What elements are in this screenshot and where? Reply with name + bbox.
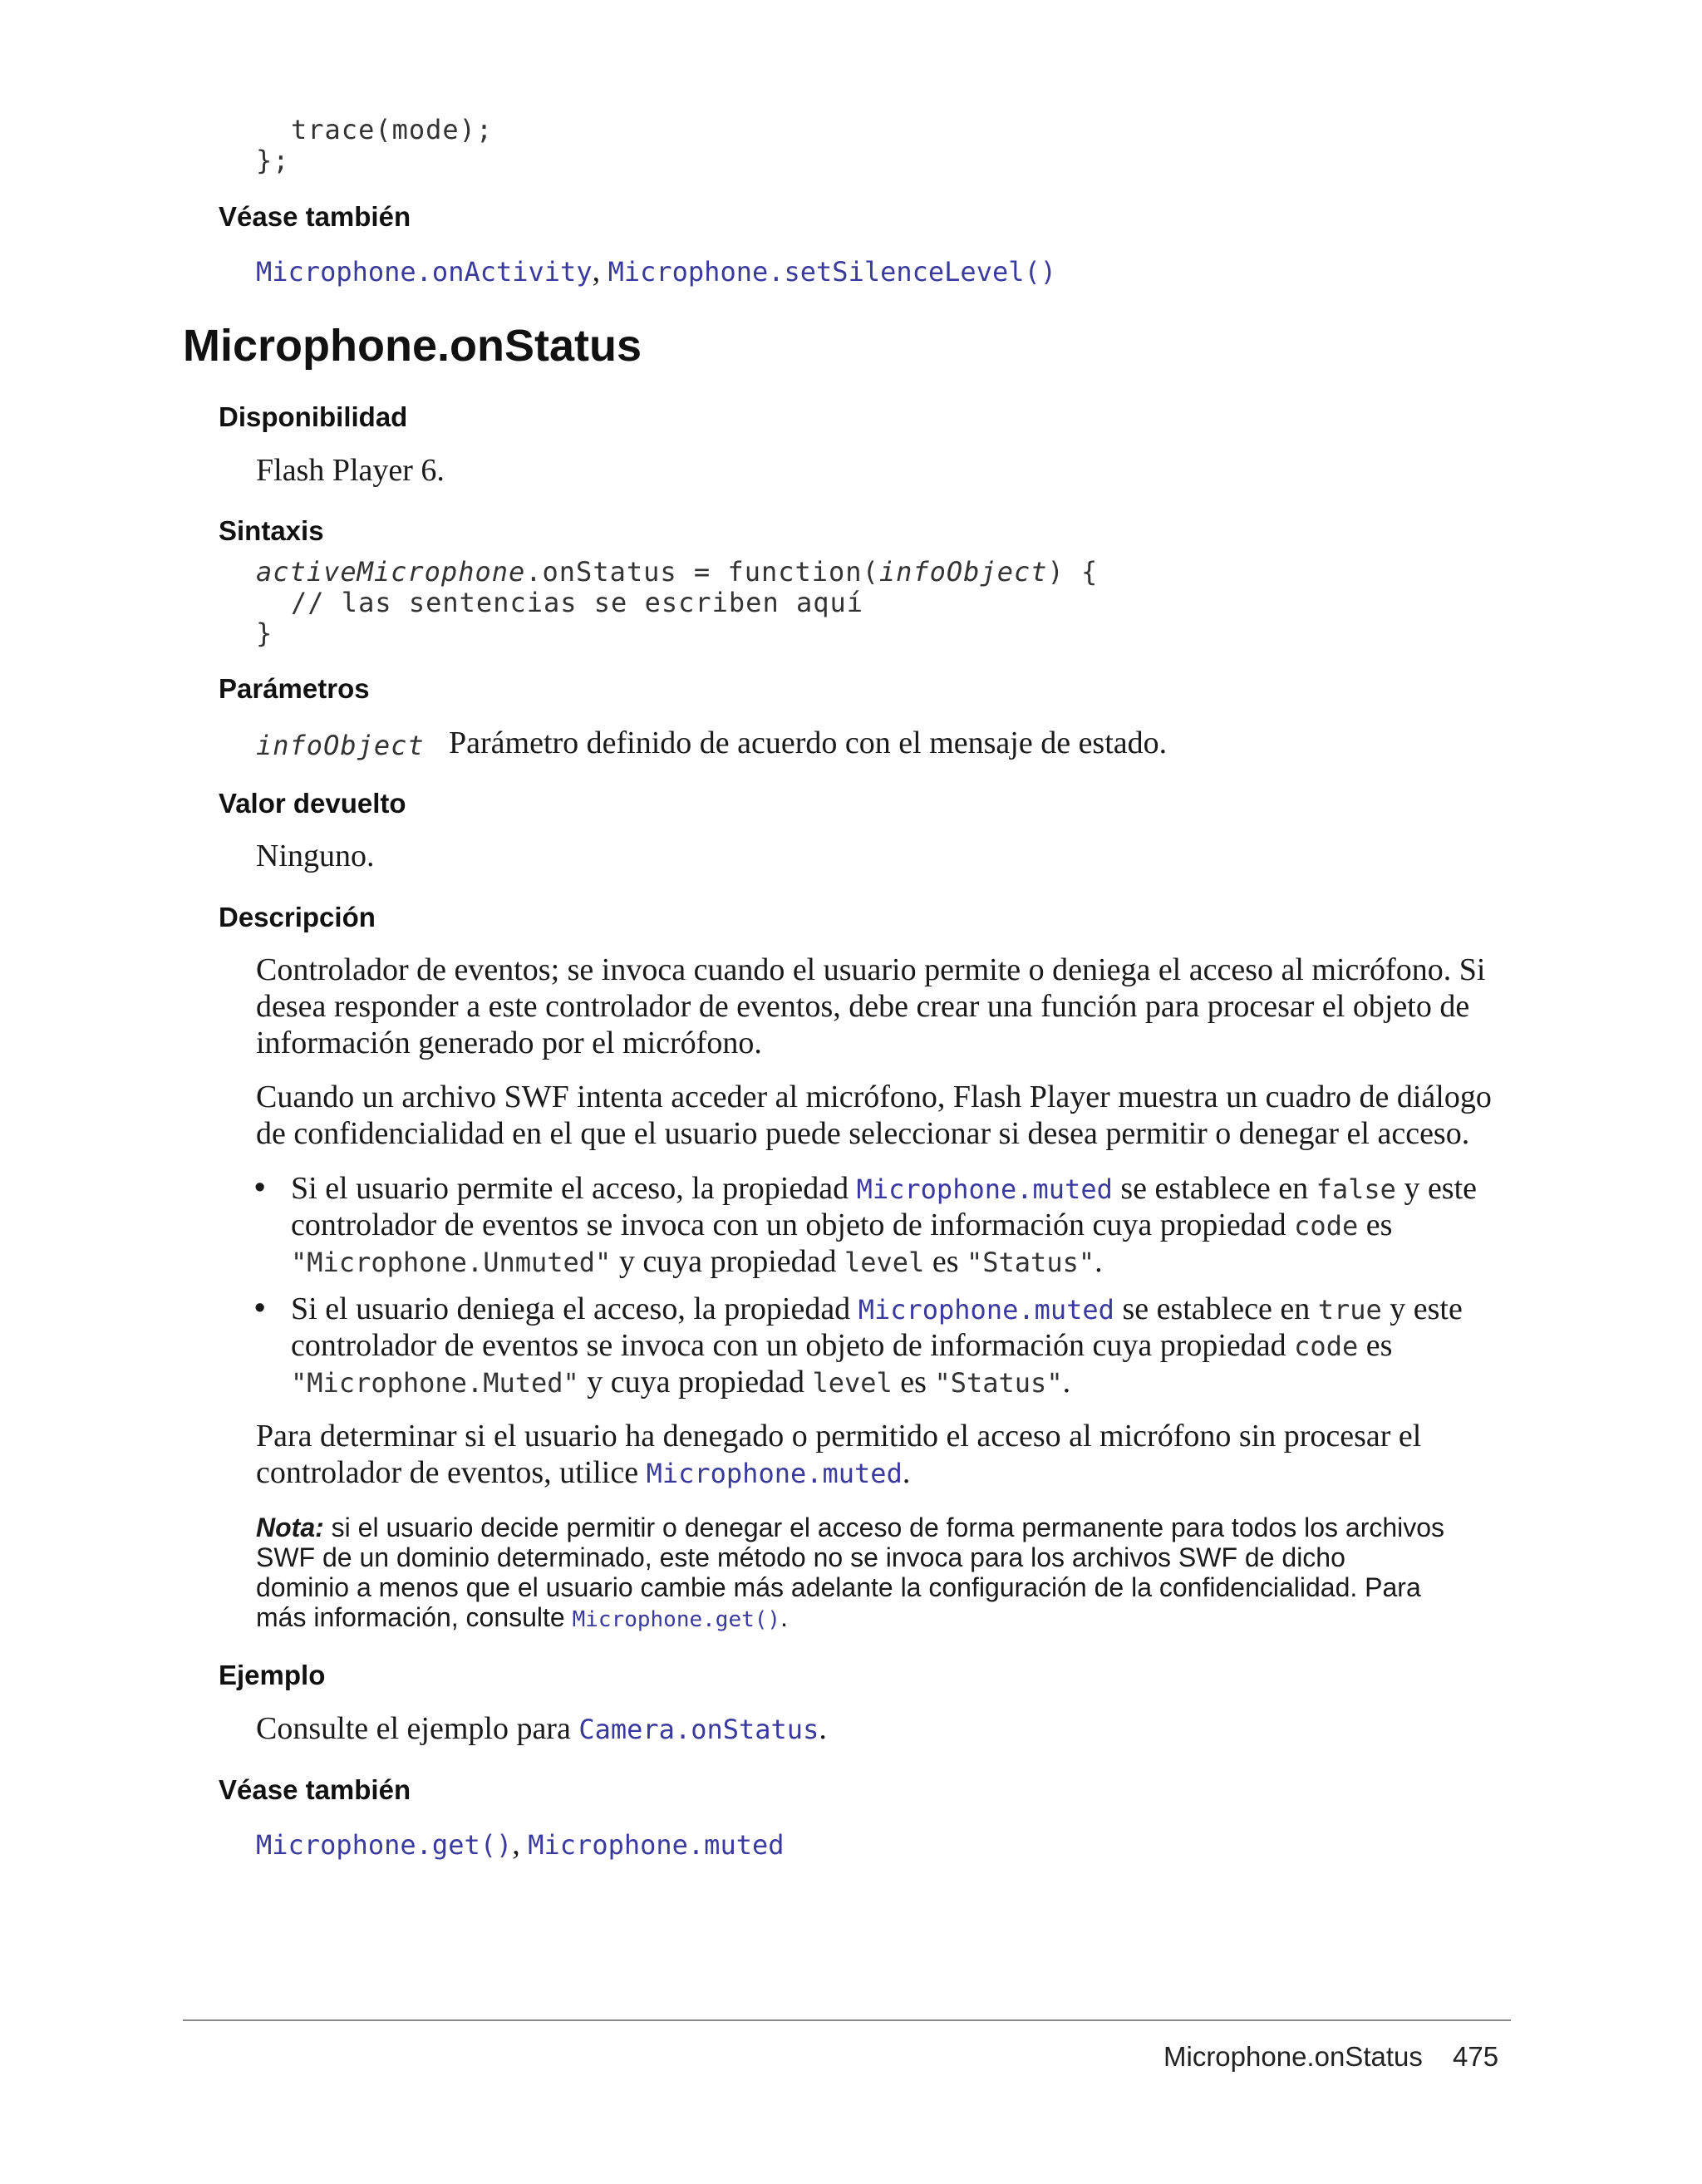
code-unmuted: "Microphone.Unmuted" — [291, 1247, 612, 1278]
returns-text: Ninguno. — [256, 839, 375, 873]
example-text — [256, 1710, 827, 1748]
code-status: "Status" — [934, 1367, 1063, 1399]
bullet-marker: • — [254, 1170, 266, 1205]
bullet1-line2 — [291, 1207, 1392, 1244]
text: . — [1062, 1365, 1071, 1399]
bullet2-line1 — [291, 1291, 1463, 1328]
text: . — [902, 1455, 911, 1490]
footer-divider — [183, 2019, 1511, 2021]
syntax-line-3: } — [256, 617, 273, 649]
text: y cuya propiedad — [611, 1244, 844, 1279]
text: y este — [1395, 1171, 1478, 1206]
text: Si el usuario permite el acceso, la propiedad — [291, 1171, 857, 1206]
description-p1-line1: Controlador de eventos; se invoca cuando el usuario permite o deniega el acceso al micrófono. Si — [256, 952, 1486, 987]
text: es — [924, 1244, 967, 1279]
bullet1-line1 — [291, 1170, 1477, 1208]
code-line-close: }; — [256, 145, 290, 176]
description-p2-line2: de confidencialidad en el que el usuario puede seleccionar si desea permitir o denegar el acceso. — [256, 1116, 1470, 1151]
code-muted: "Microphone.Muted" — [291, 1367, 579, 1399]
code-true: true — [1317, 1294, 1382, 1326]
bullet2-line3 — [291, 1364, 1070, 1401]
code-level: level — [844, 1247, 925, 1278]
syntax-object: activeMicrophone — [256, 556, 526, 588]
text: Si el usuario deniega el acceso, la propiedad — [291, 1291, 858, 1326]
description-heading: Descripción — [219, 902, 376, 932]
page-number: 475 — [1453, 2041, 1499, 2072]
text: . — [819, 1711, 827, 1746]
bullet1-line3 — [291, 1243, 1103, 1281]
link-microphone-muted[interactable]: Microphone.muted — [646, 1458, 903, 1489]
text: controlador de eventos se invoca con un objeto de información cuya propiedad — [291, 1328, 1295, 1363]
description-p3-line2 — [256, 1454, 910, 1492]
parameters-heading: Parámetros — [219, 673, 370, 704]
see-also-links — [256, 1826, 785, 1863]
note-label: Nota: — [256, 1513, 324, 1542]
bullet2-line2 — [291, 1327, 1392, 1365]
description-p2-line1: Cuando un archivo SWF intenta acceder al micrófono, Flash Player muestra un cuadro de diálogo — [256, 1080, 1492, 1114]
text: Consulte el ejemplo para — [256, 1711, 579, 1746]
description-p1-line2: desea responder a este controlador de eventos, debe crear una función para procesar el objeto de — [256, 989, 1470, 1024]
text: . — [780, 1602, 788, 1632]
link-microphone-muted[interactable]: Microphone.muted — [856, 1173, 1113, 1205]
text: se establece en — [1112, 1171, 1316, 1206]
text: es — [1358, 1328, 1393, 1363]
text: si el usuario decide permitir o denegar el acceso de forma permanente para todos los archivos — [323, 1513, 1445, 1542]
separator: , — [512, 1827, 529, 1862]
parameter-description: Parámetro definido de acuerdo con el mensaje de estado. — [449, 726, 1168, 760]
syntax-line-1 — [256, 556, 1098, 588]
syntax-param: infoObject — [878, 556, 1048, 588]
see-also-links — [256, 253, 1056, 290]
bullet-marker: • — [254, 1291, 266, 1326]
description-p3-line1: Para determinar si el usuario ha denegado o permitido el acceso al micrófono sin procesar el — [256, 1419, 1422, 1454]
text: es — [1358, 1208, 1393, 1242]
code-line-trace: trace(mode); — [291, 114, 494, 145]
syntax-end: ) { — [1047, 556, 1099, 588]
text: y cuya propiedad — [578, 1365, 813, 1399]
syntax-line-2: // las sentencias se escriben aquí — [291, 587, 864, 618]
availability-heading: Disponibilidad — [219, 401, 408, 432]
note-line3: dominio a menos que el usuario cambie más adelante la configuración de la confidencialidad. Para — [256, 1572, 1421, 1602]
text: se establece en — [1114, 1291, 1318, 1326]
text: más información, consulte — [256, 1602, 573, 1632]
link-microphone-muted[interactable]: Microphone.muted — [528, 1829, 785, 1861]
note-line4 — [256, 1602, 788, 1635]
page-title: Microphone.onStatus — [183, 321, 642, 371]
see-also-heading: Véase también — [219, 1774, 411, 1805]
syntax-mid: .onStatus = function( — [525, 556, 879, 588]
description-p1-line3: información generado por el micrófono. — [256, 1026, 762, 1060]
code-level: level — [812, 1367, 893, 1399]
code-code: code — [1294, 1210, 1359, 1242]
text: controlador de eventos, utilice — [256, 1455, 647, 1490]
link-microphone-get[interactable]: Microphone.get() — [572, 1607, 781, 1632]
example-heading: Ejemplo — [219, 1660, 326, 1690]
note-line1 — [256, 1513, 1444, 1542]
link-microphone-get[interactable]: Microphone.get() — [256, 1829, 513, 1861]
separator: , — [592, 253, 608, 288]
footer-section-title: Microphone.onStatus — [1163, 2041, 1423, 2072]
syntax-heading: Sintaxis — [219, 515, 324, 546]
parameter-name: infoObject — [256, 730, 425, 761]
code-code: code — [1294, 1331, 1359, 1362]
availability-text: Flash Player 6. — [256, 453, 445, 488]
text: es — [892, 1365, 935, 1399]
text: . — [1094, 1244, 1103, 1279]
text: controlador de eventos se invoca con un objeto de información cuya propiedad — [291, 1208, 1295, 1242]
see-also-heading: Véase también — [219, 201, 411, 232]
code-false: false — [1316, 1173, 1396, 1205]
link-microphone-setsilencelevel[interactable]: Microphone.setSilenceLevel() — [608, 256, 1057, 288]
link-microphone-muted[interactable]: Microphone.muted — [858, 1294, 1114, 1326]
code-status: "Status" — [966, 1247, 1095, 1278]
returns-heading: Valor devuelto — [219, 788, 406, 819]
note-line2: SWF de un dominio determinado, este método no se invoca para los archivos SWF de dicho — [256, 1542, 1345, 1572]
link-microphone-onactivity[interactable]: Microphone.onActivity — [256, 256, 593, 288]
link-camera-onstatus[interactable]: Camera.onStatus — [578, 1714, 819, 1745]
text: y este — [1381, 1291, 1463, 1326]
